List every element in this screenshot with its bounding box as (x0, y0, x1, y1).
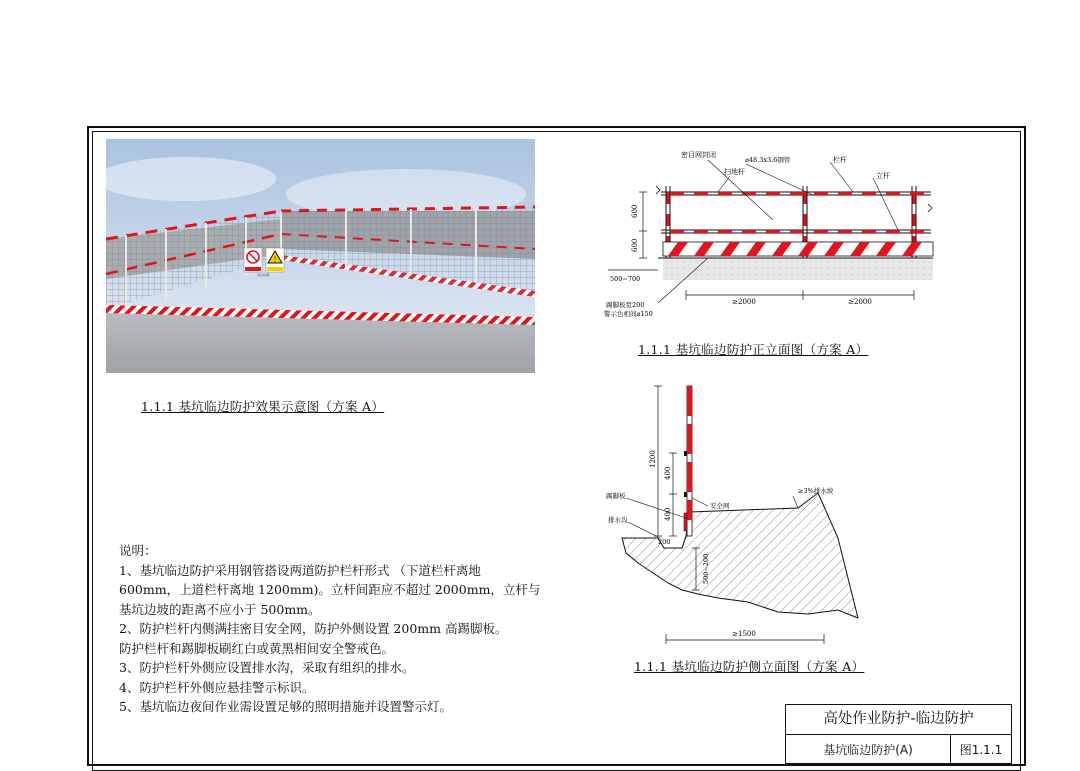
dim-500-700: 500~700 (610, 275, 641, 283)
dim-600-top: 600 (631, 204, 639, 218)
label-mesh: 密目网封闭 (681, 151, 716, 159)
guardrail-render-illustration (106, 139, 535, 373)
label-slope: ≥3%排水坡 (798, 487, 834, 495)
label-warning-color: 警示色相间⌀150 (604, 310, 653, 318)
label-toe-board: 踢脚板宽200 (606, 301, 645, 309)
render-caption: 1.1.1 基坑临边防护效果示意图（方案 A） (141, 399, 385, 414)
side-caption: 1.1.1 基坑临边防护侧立面图（方案 A） (634, 659, 865, 674)
notes-line: 5、基坑临边夜间作业需设置足够的照明措施并设置警示灯。 (119, 699, 452, 714)
dim-1200: 1200 (649, 450, 657, 468)
label-toe-board-side: 踢脚板 (606, 492, 626, 500)
dim-600-bottom: 600 (631, 238, 639, 252)
dim-400-b: 400 (664, 507, 672, 521)
notes-section (119, 541, 541, 717)
label-safety-net: 安全网 (710, 502, 730, 510)
elevation-caption: 1.1.1 基坑临边防护正立面图（方案 A） (638, 342, 869, 357)
dim-400-a: 400 (664, 466, 672, 480)
notes-line: 防护栏杆和踢脚板刷红白或黄黑相间安全警戒色。 (119, 640, 395, 656)
title-block-figure-no: 图1.1.1 (959, 743, 1003, 757)
label-post: 立杆 (876, 172, 890, 180)
notes-line: 600mm，上道栏杆离地 1200mm)。立杆间距应不超过 2000mm，立杆与 (119, 582, 541, 597)
notes-line: 基坑边坡的距离不应小于 500mm。 (119, 601, 321, 617)
title-block (785, 704, 1012, 764)
title-block-subtitle: 基坑临边防护(A) (786, 735, 951, 765)
dim-span-2: ≥2000 (848, 298, 872, 306)
dim-span-1: ≥2000 (732, 298, 756, 306)
side-elevation-drawing (598, 378, 878, 648)
notes-heading: 说明： (119, 543, 157, 558)
render-sign-label: 当心坑洞 (256, 273, 270, 277)
label-pipe: ⌀48.3x3.6钢管 (745, 156, 791, 164)
label-rail: 栏杆 (833, 156, 847, 164)
notes-line: 4、防护栏杆外侧应悬挂警示标识。 (119, 679, 315, 695)
label-drain-ditch: 排水沟 (608, 516, 628, 524)
notes-line: 1、基坑临边防护采用钢管搭设两道防护栏杆形式 （下道栏杆离地 (119, 562, 481, 578)
svg-text:!: ! (273, 256, 277, 264)
notes-line: 3、防护栏杆外侧应设置排水沟，采取有组织的排水。 (119, 660, 415, 675)
dim-200-side: 200 (658, 538, 671, 546)
notes-line: 2、防护栏杆内侧满挂密目安全网，防护外侧设置 200mm 高踢脚板。 (119, 621, 508, 636)
front-elevation-drawing (598, 140, 948, 325)
dim-1500: ≥1500 (732, 630, 756, 638)
label-sweep-rod: 扫地杆 (724, 168, 745, 176)
title-block-title: 高处作业防护-临边防护 (786, 705, 1011, 735)
dim-500-200: 500~200 (702, 553, 710, 584)
